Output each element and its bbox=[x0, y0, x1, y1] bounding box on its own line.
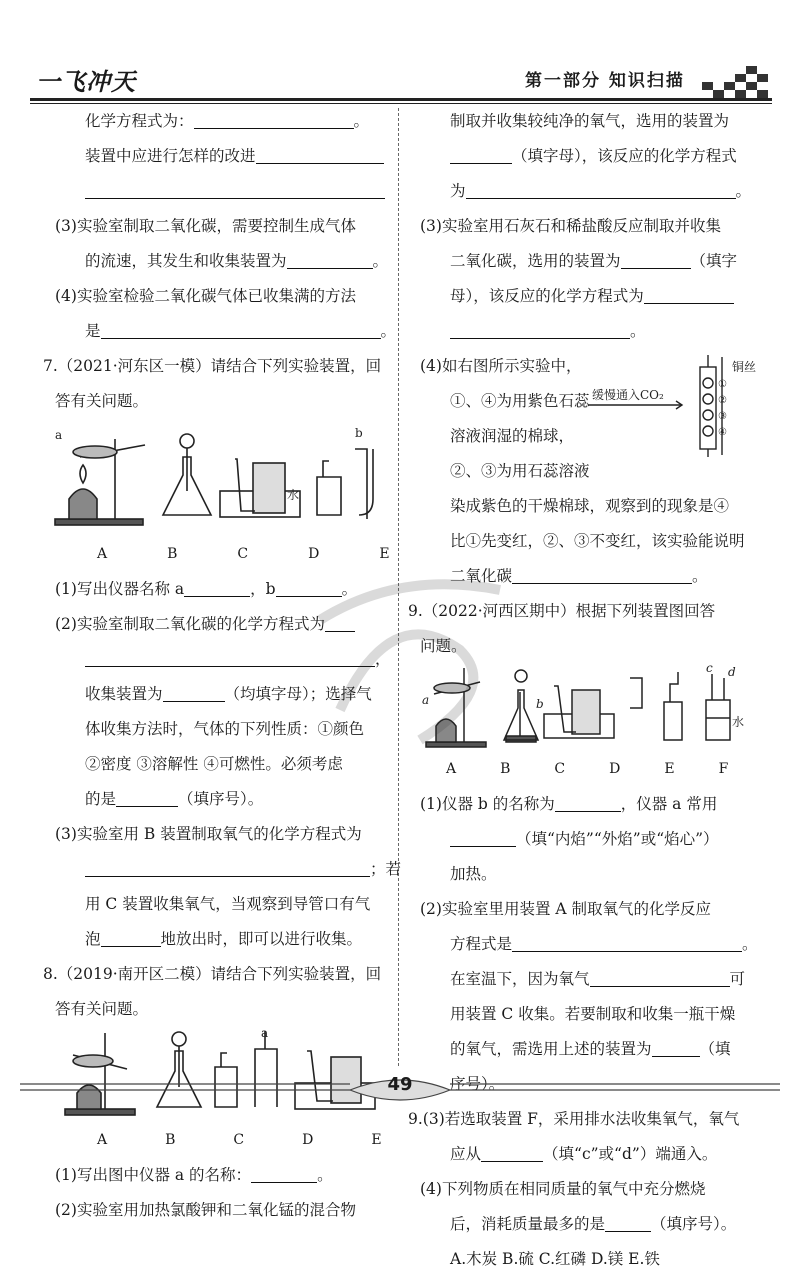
text-line: (3)实验室用石灰石和稀盐酸反应制取并收集 bbox=[420, 217, 721, 235]
text-line: 9.(3)若选取装置 F，采用排水法收集氧气，氧气 bbox=[408, 1110, 740, 1128]
fig-label: a bbox=[261, 1026, 269, 1040]
text-line: （填“c”或“d”）端通入。 bbox=[543, 1145, 718, 1163]
text-line: （均填字母）；选择气 bbox=[224, 685, 372, 703]
fig-label: ③ bbox=[718, 411, 727, 422]
text-line: 泡 bbox=[85, 930, 101, 948]
header-rule bbox=[30, 98, 772, 101]
page-number: 49 bbox=[387, 1074, 413, 1095]
checker-decoration-icon bbox=[702, 66, 768, 98]
fig-label-d: D bbox=[302, 1132, 314, 1148]
text-line: 是 bbox=[85, 322, 101, 340]
answer-blank[interactable] bbox=[194, 110, 354, 129]
answer-blank[interactable] bbox=[652, 1038, 700, 1057]
text-line: ， bbox=[375, 650, 391, 668]
co2-tube-diagram-icon bbox=[582, 353, 767, 457]
text-line: （填 bbox=[699, 1040, 731, 1058]
text-line: ①、④为用紫色石蕊 bbox=[450, 392, 590, 410]
text-line: 序号）。 bbox=[450, 1075, 505, 1093]
answer-blank[interactable] bbox=[590, 968, 730, 987]
text-line: 体收集方法时，气体的下列性质：①颜色 bbox=[85, 720, 365, 738]
fig-label-d: D bbox=[308, 546, 320, 562]
fig-label: ② bbox=[718, 395, 727, 406]
fig-label-d: D bbox=[609, 761, 621, 777]
answer-blank[interactable] bbox=[466, 180, 736, 199]
text-line: (2)实验室里用装置 A 制取氧气的化学反应 bbox=[420, 900, 712, 918]
text-line: 方程式是 bbox=[450, 935, 513, 953]
text-line: 加热。 bbox=[450, 865, 497, 883]
fig-label: 缓慢通入CO₂ bbox=[592, 388, 664, 402]
fig-label: d bbox=[728, 665, 736, 679]
text-line: 可 bbox=[729, 970, 746, 988]
co2-experiment-block bbox=[420, 349, 765, 489]
answer-blank[interactable] bbox=[116, 788, 178, 807]
fig-label-a: A bbox=[97, 546, 108, 562]
text-line: 二氧化碳 bbox=[450, 567, 513, 585]
text-line: 溶液润湿的棉球， bbox=[450, 427, 575, 445]
fig-label: 水 bbox=[287, 488, 300, 502]
text-line: (1)写出图中仪器 a 的名称： bbox=[55, 1166, 252, 1184]
answer-blank[interactable] bbox=[163, 683, 225, 702]
text-line: 为 bbox=[450, 182, 466, 200]
fig-label-e: E bbox=[371, 1132, 382, 1148]
fig-label-e: E bbox=[664, 761, 675, 777]
text-line: （填“内焰”“外焰”或“焰心”） bbox=[516, 830, 719, 848]
answer-blank[interactable] bbox=[605, 1213, 651, 1232]
text-line: 制取并收集较纯净的氧气，选用的装置为 bbox=[450, 112, 730, 130]
fig-label-e: E bbox=[379, 546, 390, 562]
text-line: (4)下列物质在相同质量的氧气中充分燃烧 bbox=[420, 1180, 706, 1198]
text-line: 问题。 bbox=[420, 637, 467, 655]
text-line: 答有关问题。 bbox=[55, 1000, 149, 1018]
fig-label-a: A bbox=[446, 761, 457, 777]
answer-blank[interactable] bbox=[450, 145, 512, 164]
fig-label-c: C bbox=[237, 546, 249, 562]
text-line: ②密度 ③溶解性 ④可燃性。必须考虑 bbox=[85, 755, 343, 773]
fig-label: ④ bbox=[718, 427, 727, 438]
text-line: （填序号）。 bbox=[178, 790, 264, 808]
text-line: 。 bbox=[317, 1166, 333, 1184]
answer-blank[interactable] bbox=[85, 180, 385, 199]
fig-label-b: B bbox=[500, 761, 511, 777]
text-line: 的是 bbox=[85, 790, 117, 808]
text-line: 后，消耗质量最多的是 bbox=[450, 1215, 606, 1233]
text-line: 用 C 装置收集氧气，当观察到导管口有气 bbox=[85, 895, 371, 913]
text-line: (3)实验室制取二氧化碳，需要控制生成气体 bbox=[55, 217, 356, 235]
fig-label: b bbox=[536, 697, 544, 711]
text-line: 的流速，其发生和收集装置为 bbox=[85, 252, 287, 270]
text-line: 。 bbox=[341, 580, 358, 598]
text-line: （填字 bbox=[690, 252, 738, 270]
text-line: 。 bbox=[353, 112, 370, 130]
fig-label: c bbox=[706, 661, 713, 675]
watermark-logo-icon bbox=[300, 560, 540, 760]
text-line: (2)实验室制取二氧化碳的化学方程式为 bbox=[55, 615, 325, 633]
apparatus-diagram-icon bbox=[55, 419, 385, 537]
answer-blank[interactable] bbox=[184, 578, 250, 597]
answer-blank[interactable] bbox=[101, 928, 161, 947]
answer-blank[interactable] bbox=[101, 320, 381, 339]
text-line: ，b bbox=[250, 580, 276, 598]
fig-label: 水 bbox=[732, 715, 745, 729]
figure-apparatus-q7 bbox=[55, 419, 400, 572]
fig-label: ① bbox=[718, 379, 727, 390]
figure-labels bbox=[55, 1123, 400, 1158]
text-line: 比①先变红，②、③不变红，该实验能说明 bbox=[450, 532, 745, 550]
brand-logo: 一飞冲天 bbox=[36, 68, 136, 96]
page-footer bbox=[0, 1068, 800, 1108]
text-line: ；若 bbox=[370, 860, 402, 878]
text-line: ②、③为用石蕊溶液 bbox=[450, 462, 590, 480]
answer-blank[interactable] bbox=[555, 793, 621, 812]
text-line: ，仪器 a 常用 bbox=[620, 795, 718, 813]
answer-blank[interactable] bbox=[251, 1164, 317, 1183]
fig-label: b bbox=[355, 426, 363, 440]
answer-blank[interactable] bbox=[621, 250, 691, 269]
text-line: （填序号）。 bbox=[651, 1215, 737, 1233]
fig-label-b: B bbox=[167, 546, 178, 562]
section-title: 第一部分 知识扫描 bbox=[525, 71, 685, 91]
text-line: 应从 bbox=[450, 1145, 482, 1163]
question-heading: 7.（2021·河东区一模）请结合下列实验装置，回 bbox=[43, 357, 382, 375]
answer-blank[interactable] bbox=[450, 828, 516, 847]
text-line: (1)写出仪器名称 a bbox=[55, 580, 185, 598]
text-line: 染成紫色的干燥棉球，观察到的现象是④ bbox=[450, 497, 730, 515]
text-line: 。 bbox=[372, 252, 389, 270]
fig-label-b: B bbox=[165, 1132, 176, 1148]
text-line: 。 bbox=[630, 322, 646, 340]
answer-blank[interactable] bbox=[644, 285, 734, 304]
text-line: 收集装置为 bbox=[85, 685, 163, 703]
text-line: 化学方程式为： bbox=[85, 112, 194, 130]
answer-blank[interactable] bbox=[450, 320, 630, 339]
question-heading: 9.（2022·河西区期中）根据下列装置图回答 bbox=[408, 602, 716, 620]
fig-label: 铜丝 bbox=[732, 360, 757, 374]
fig-label-c: C bbox=[554, 761, 566, 777]
text-line: 母），该反应的化学方程式为 bbox=[450, 287, 644, 305]
answer-blank[interactable] bbox=[85, 858, 370, 877]
text-line: 装置中应进行怎样的改进 bbox=[85, 147, 256, 165]
text-line: （填字母），该反应的化学方程式 bbox=[512, 147, 737, 165]
text-line: 。 bbox=[742, 935, 758, 953]
text-line: 。 bbox=[735, 182, 752, 200]
text-line: 。 bbox=[692, 567, 708, 585]
text-line: 地放出时，即可以进行收集。 bbox=[160, 930, 363, 948]
text-line: 的氧气，需选用上述的装置为 bbox=[450, 1040, 652, 1058]
fig-label-f: F bbox=[718, 761, 729, 777]
fig-label: a bbox=[422, 693, 430, 707]
answer-blank[interactable] bbox=[512, 933, 742, 952]
text-line: (4)如右图所示实验中， bbox=[420, 357, 582, 375]
answer-blank[interactable] bbox=[481, 1143, 543, 1162]
answer-blank[interactable] bbox=[287, 250, 373, 269]
answer-options: A.木炭 B.硫 C.红磷 D.镁 E.铁 bbox=[450, 1250, 660, 1268]
text-line: 。 bbox=[380, 322, 397, 340]
text-line: (2)实验室用加热氯酸钾和二氧化锰的混合物 bbox=[55, 1201, 356, 1219]
fig-label-c: C bbox=[233, 1132, 245, 1148]
text-line: 在室温下，因为氧气 bbox=[450, 970, 590, 988]
text-line: 二氧化碳，选用的装置为 bbox=[450, 252, 621, 270]
question-heading: 8.（2019·南开区二模）请结合下列实验装置，回 bbox=[43, 965, 382, 983]
text-line: (1)仪器 b 的名称为 bbox=[420, 795, 555, 813]
answer-blank[interactable] bbox=[256, 145, 384, 164]
text-line: 答有关问题。 bbox=[55, 392, 149, 410]
fig-label: a bbox=[55, 428, 63, 442]
text-line: (3)实验室用 B 装置制取氧气的化学方程式为 bbox=[55, 825, 362, 843]
text-line: 用装置 C 收集。若要制取和收集一瓶干燥 bbox=[450, 1005, 736, 1023]
fig-label-a: A bbox=[97, 1132, 108, 1148]
text-line: (4)实验室检验二氧化碳气体已收集满的方法 bbox=[55, 287, 356, 305]
